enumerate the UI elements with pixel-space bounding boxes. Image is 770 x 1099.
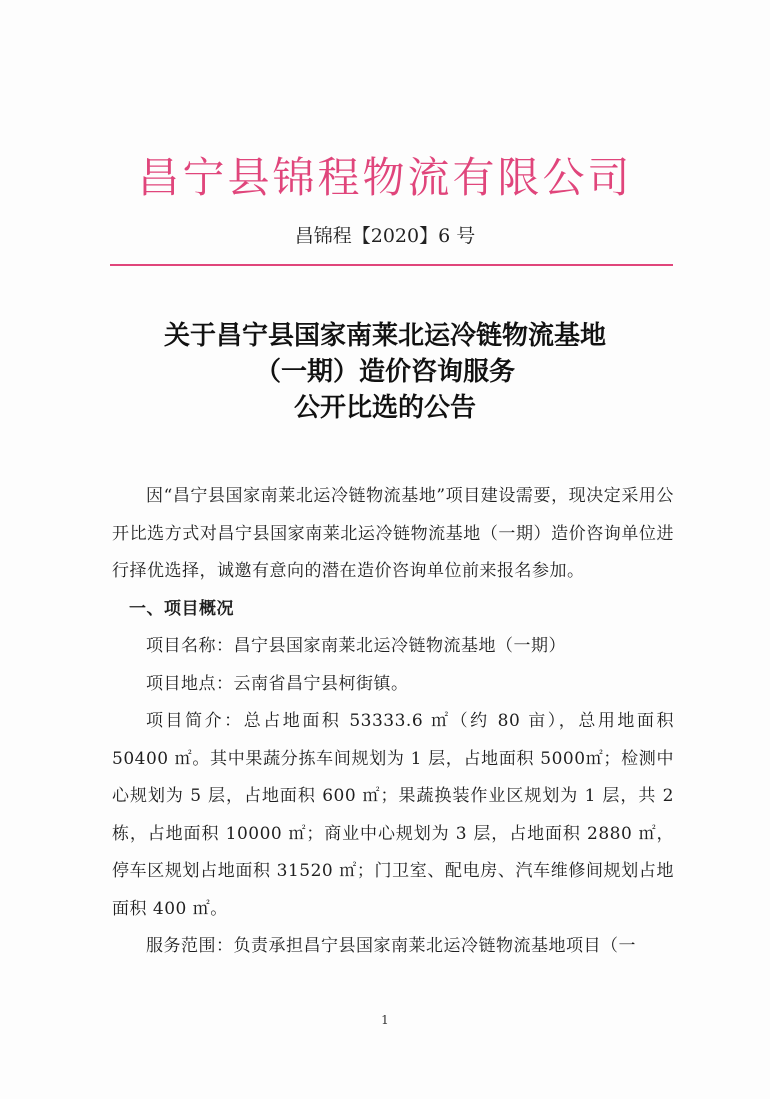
project-summary-paragraph: 项目简介：总占地面积 53333.6 ㎡（约 80 亩），总用地面积 50400 ㎡。其中果蔬分拣车间规划为 1 层，占地面积 5000㎡；检测中心规划为 5 层，占地面积 600 ㎡；果蔬换装作业区规划为 1 层，共 2 栋，占地面积 10000 ㎡；商业中心规划为 3 层，占地面积 2880 ㎡，停车区规划占地面积 31520 ㎡；门卫室、配电房、汽车维修间规划占地面积 400 ㎡。 (112, 711, 674, 919)
project-location-paragraph: 项目地点：云南省昌宁县柯街镇。 (146, 673, 409, 694)
intro-paragraph: 因“昌宁县国家南莱北运冷链物流基地”项目建设需要，现决定采用公开比选方式对昌宁县国家南莱北运冷链物流基地（一期）造价咨询单位进行择优选择，诚邀有意向的潜在造价咨询单位前来报名参加。 (112, 486, 674, 581)
notice-title-line-2: （一期）造价咨询服务 (254, 357, 515, 387)
notice-title (0, 318, 770, 426)
document-number: 昌锦程【2020】6 号 (294, 225, 476, 247)
organization-title: 昌宁县锦程物流有限公司 (137, 153, 633, 202)
service-scope-paragraph: 服务范围：负责承担昌宁县国家南莱北运冷链物流基地项目（一 (146, 936, 636, 956)
page-number: 1 (381, 1013, 389, 1027)
section-heading-project-overview: 一、项目概况 (129, 598, 234, 619)
body-text (112, 478, 674, 966)
notice-title-line-1: 关于昌宁县国家南莱北运冷链物流基地 (163, 321, 606, 351)
red-divider-line (110, 264, 673, 266)
notice-title-line-3: 公开比选的公告 (293, 393, 476, 423)
project-name-paragraph: 项目名称：昌宁县国家南莱北运冷链物流基地（一期） (146, 636, 566, 656)
